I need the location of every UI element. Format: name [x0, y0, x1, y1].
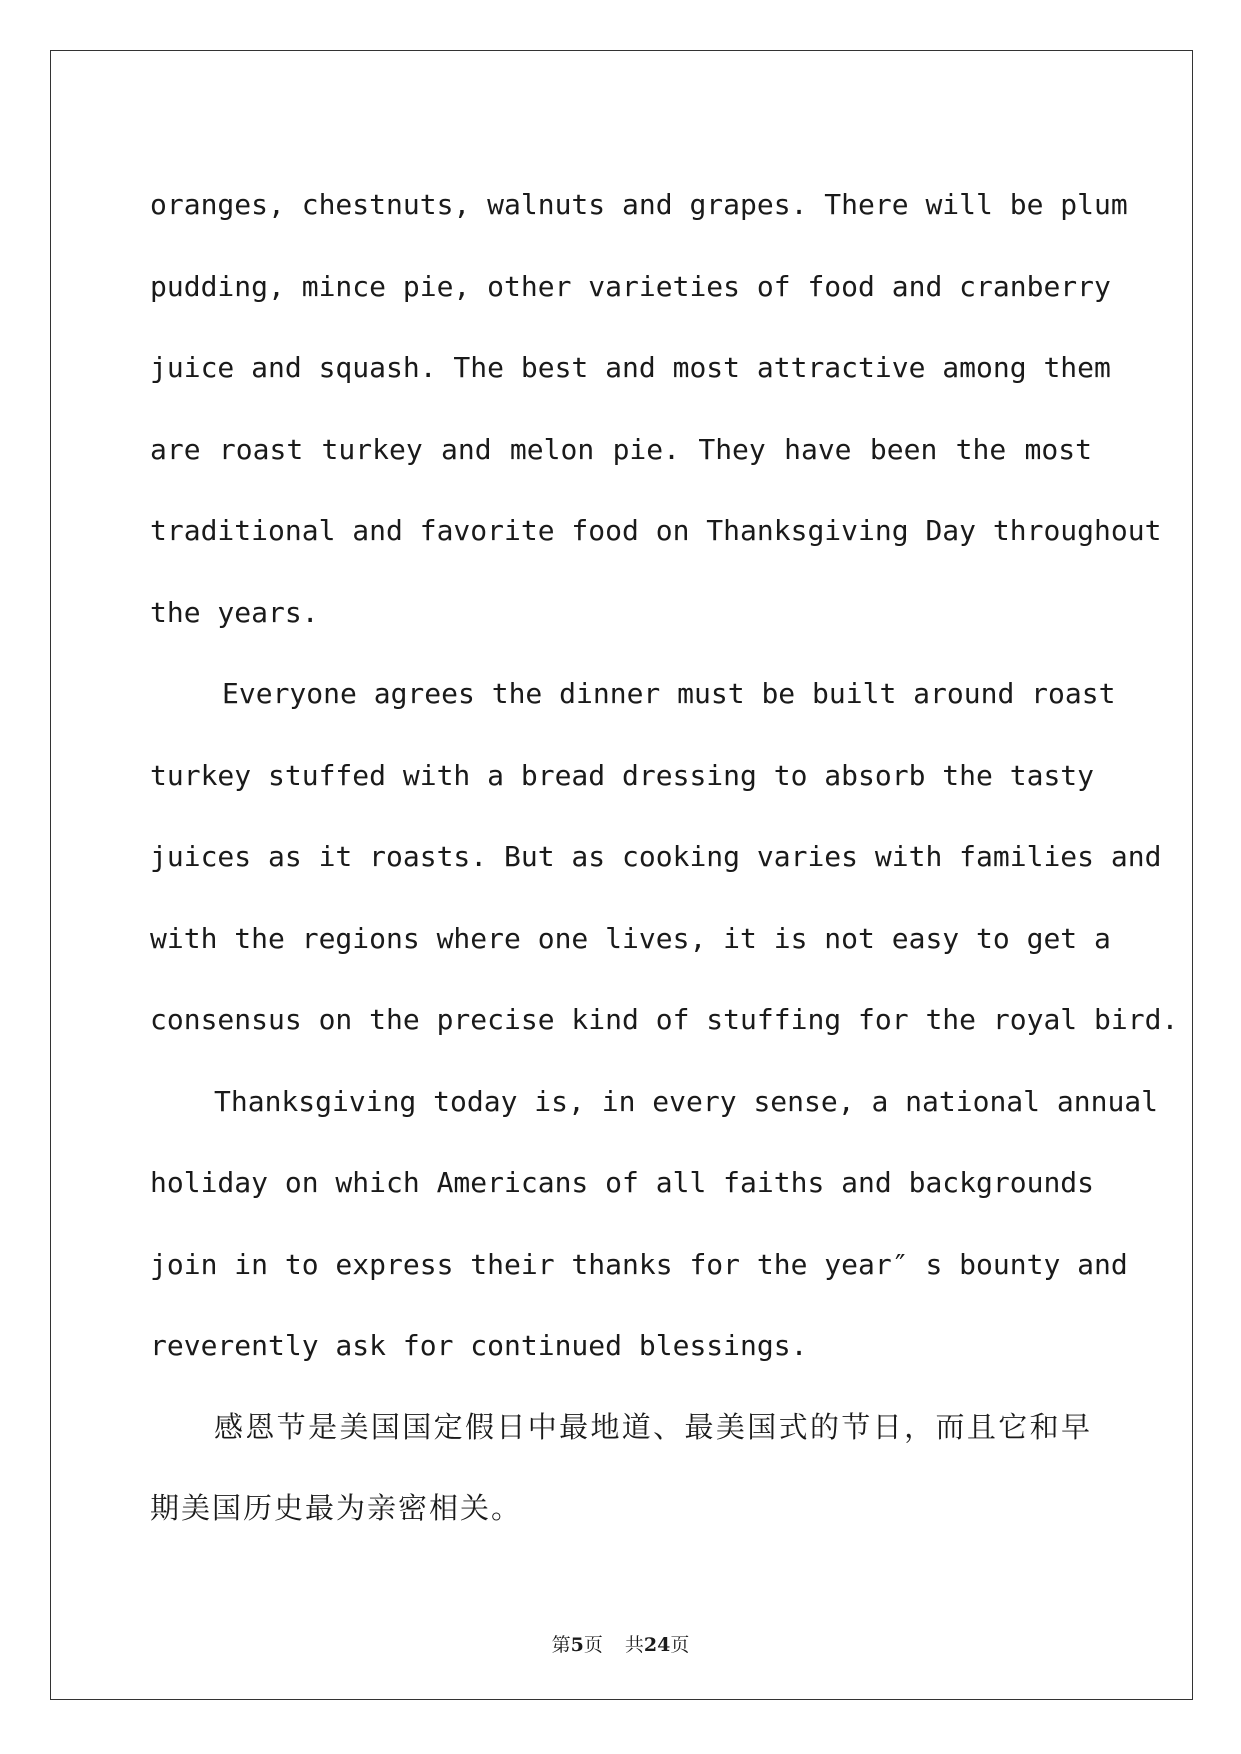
paragraph	[150, 1387, 1092, 1550]
text-line: traditional and favorite food on Thanksgiving Day throughout	[150, 514, 1162, 547]
text-line: holiday on which Americans of all faiths and backgrounds	[150, 1166, 1095, 1199]
text-line: turkey stuffed with a bread dressing to absorb the tasty	[150, 758, 1095, 792]
paragraph	[150, 653, 1179, 1061]
text-line: are roast turkey and melon pie. They have been the most	[150, 432, 1092, 466]
text-line: Everyone agrees the dinner must be built around roast	[222, 677, 1116, 710]
text-line: join in to express their thanks for the year″ s bounty and	[150, 1247, 1128, 1281]
current-page-number: 5	[570, 1634, 584, 1656]
text-line: reverently ask for continued blessings.	[150, 1329, 808, 1362]
total-page-count: 24	[643, 1634, 671, 1656]
text-line: with the regions where one lives, it is not easy to get a	[150, 921, 1111, 955]
text-line: 感恩节是美国国定假日中最地道、最美国式的节日，而且它和早	[214, 1409, 1092, 1444]
text-line: oranges, chestnuts, walnuts and grapes. There will be plum	[150, 188, 1128, 221]
text-line: the years.	[150, 595, 319, 629]
paragraph	[150, 1061, 1159, 1387]
footer-total-prefix: 共	[624, 1634, 644, 1656]
text-line: Thanksgiving today is, in every sense, a national annual	[214, 1084, 1159, 1118]
paragraph	[150, 164, 1162, 653]
footer-page-unit: 页	[583, 1634, 603, 1656]
text-line: pudding, mince pie, other varieties of food and cranberry	[150, 269, 1111, 303]
text-line: juice and squash. The best and most attractive among them	[150, 351, 1111, 384]
text-line: 期美国历史最为亲密相关。	[150, 1491, 523, 1525]
text-line: consensus on the precise kind of stuffing for the royal bird.	[150, 1003, 1179, 1036]
page-number-footer	[0, 1630, 1241, 1657]
footer-total-unit: 页	[670, 1634, 690, 1656]
document-body	[150, 164, 1179, 1550]
text-line: juices as it roasts. But as cooking varies with families and	[150, 840, 1162, 873]
footer-prefix: 第	[551, 1634, 571, 1656]
